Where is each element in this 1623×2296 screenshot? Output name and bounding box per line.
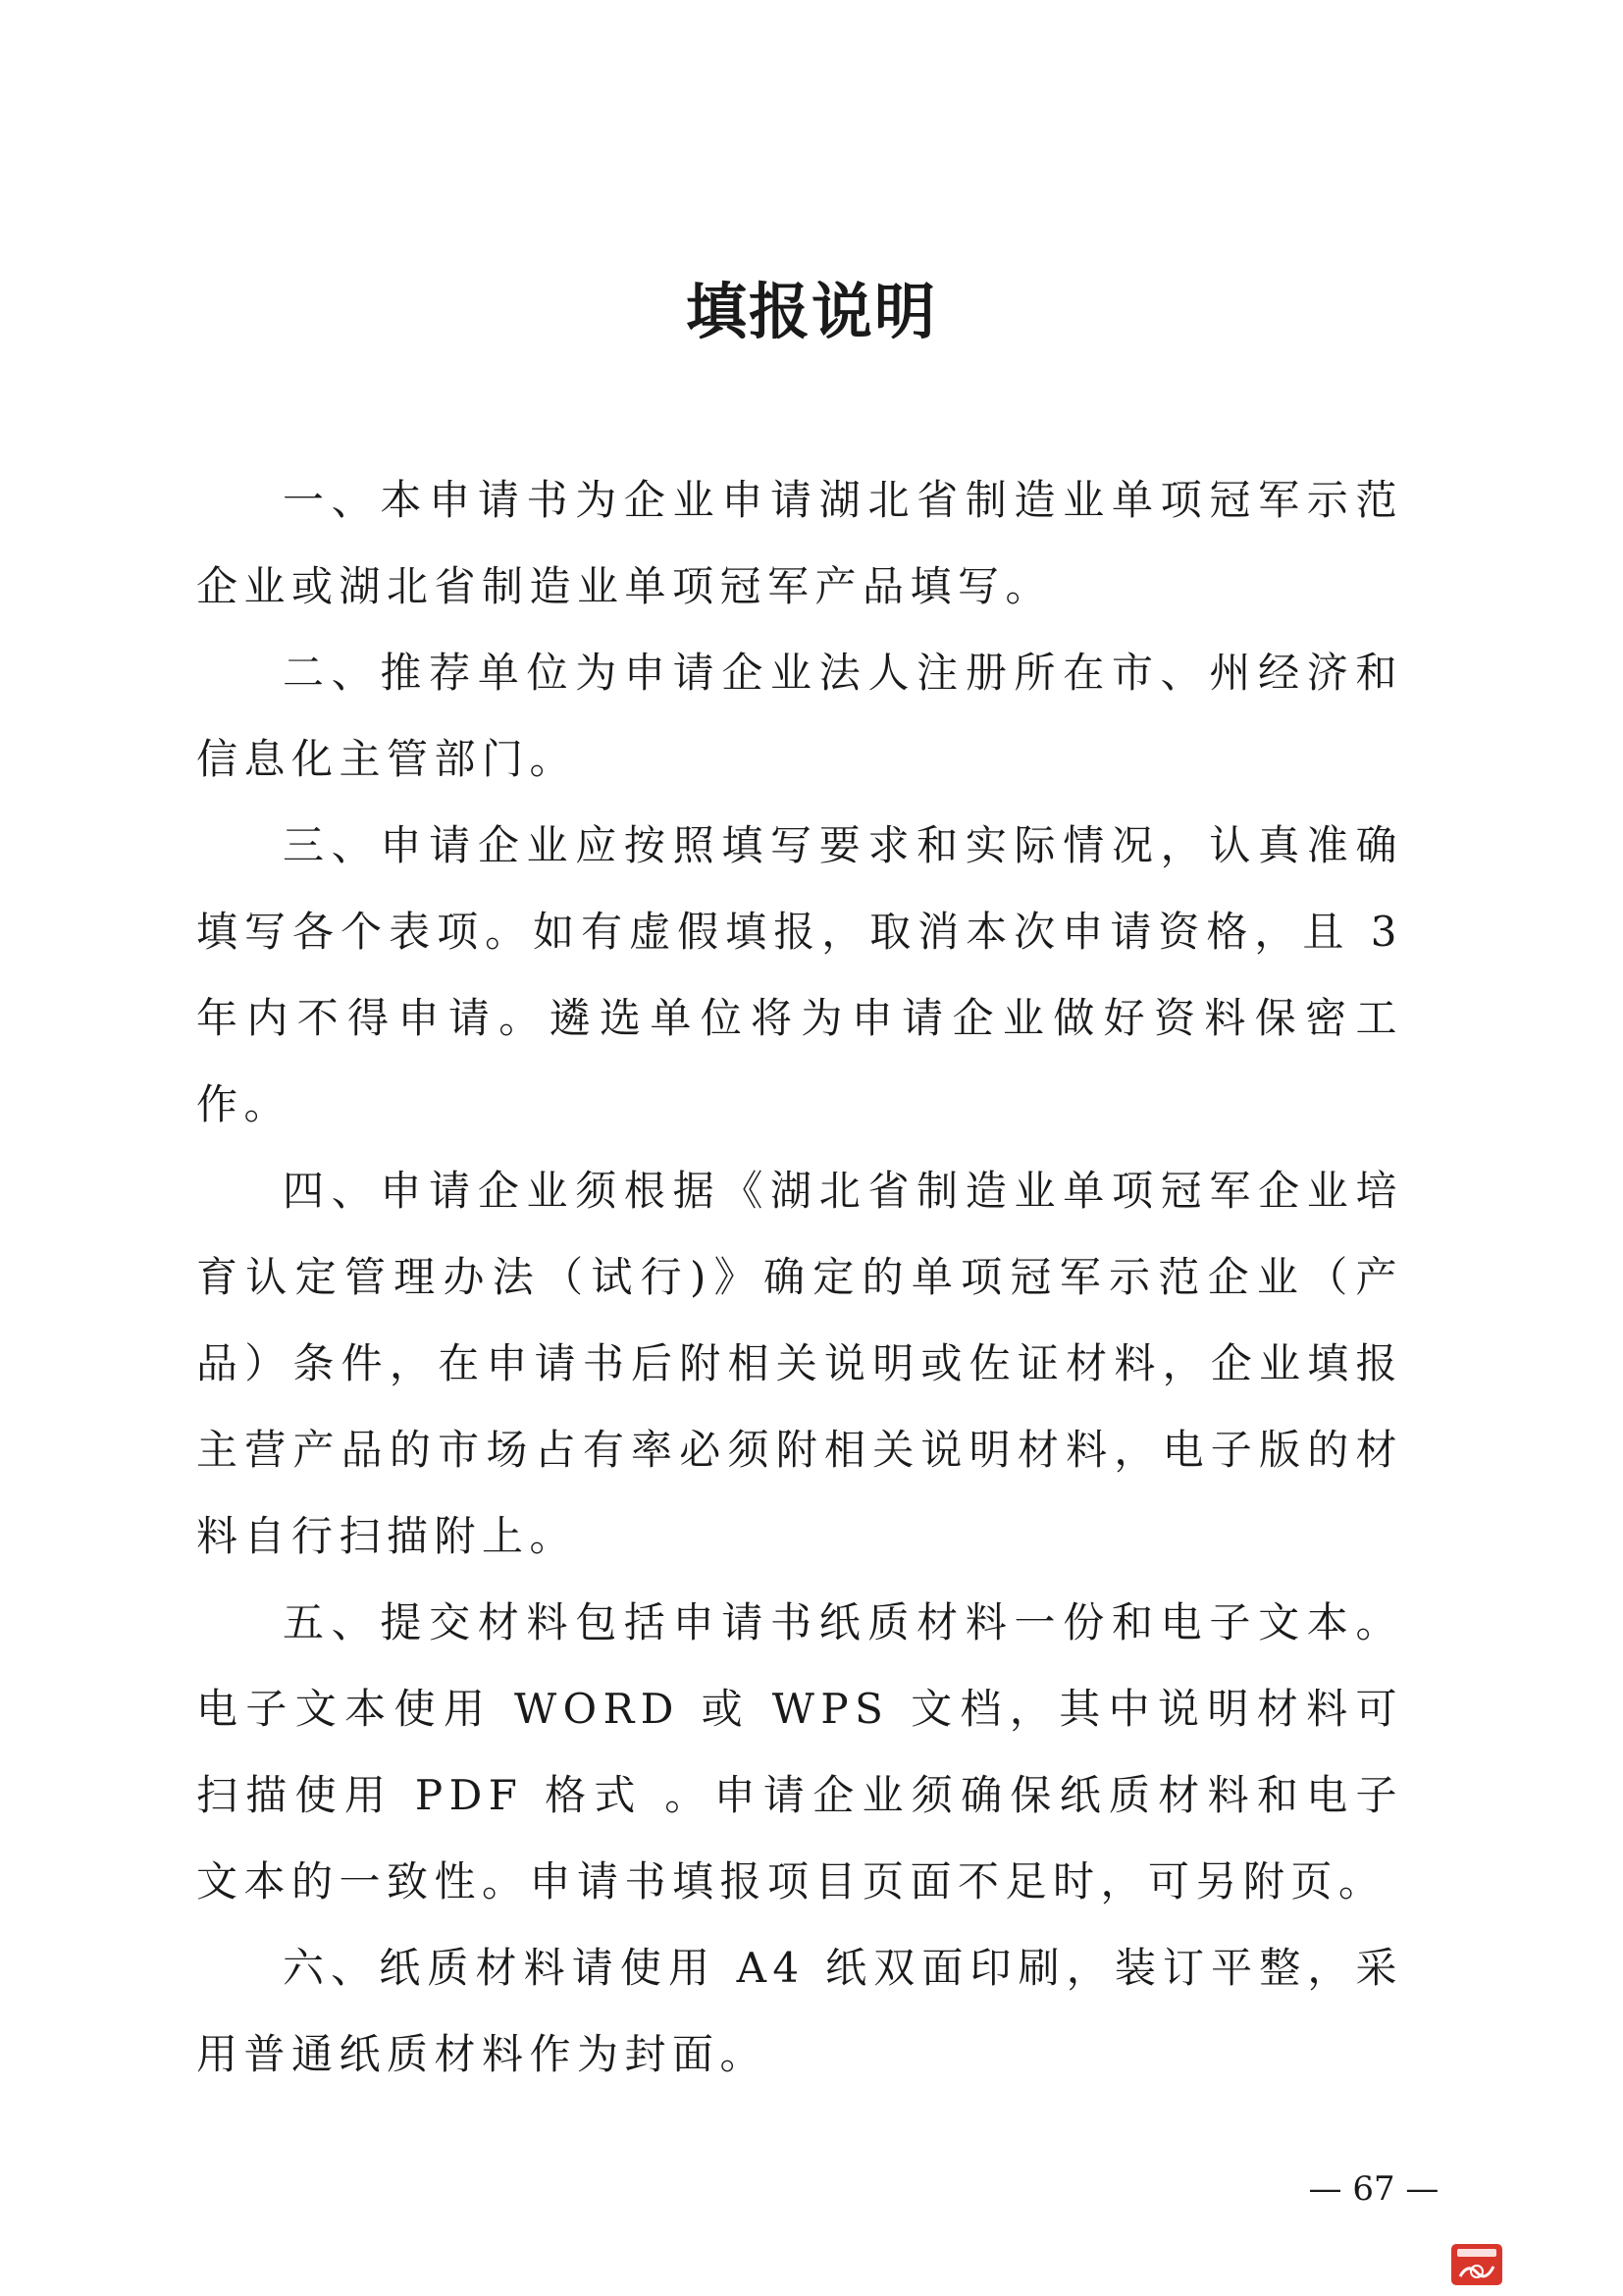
paragraph-2: 二、推荐单位为申请企业法人注册所在市、州经济和信息化主管部门。 — [196, 649, 1403, 783]
paragraph-1: 一、本申请书为企业申请湖北省制造业单项冠军示范企业或湖北省制造业单项冠军产品填写。 — [196, 476, 1403, 610]
instructions-body — [196, 457, 1403, 2098]
paragraph-6: 六、纸质材料请使用 A4 纸双面印刷，装订平整，采用普通纸质材料作为封面。 — [196, 1944, 1403, 2078]
paragraph-5: 五、提交材料包括申请书纸质材料一份和电子文本。电子文本使用 WORD 或 WPS 文档，其中说明材料可扫描使用 PDF 格式 。申请企业须确保纸质材料和电子文本的一致性。申请书填报项目页面不足时，可另附页。 — [196, 1598, 1403, 1905]
page-title: 填报说明 — [685, 276, 937, 347]
paragraph-4: 四、申请企业须根据《湖北省制造业单项冠军企业培育认定管理办法（试行)》确定的单项冠军示范企业（产品）条件，在申请书后附相关说明或佐证材料，企业填报主营产品的市场占有率必须附相关说明材料，电子版的材料自行扫描附上。 — [196, 1167, 1403, 1560]
watermark-stamp-icon — [1450, 2243, 1503, 2286]
paragraph-3: 三、申请企业应按照填写要求和实际情况，认真准确填写各个表项。如有虚假填报，取消本次申请资格，且 3 年内不得申请。遴选单位将为申请企业做好资料保密工作。 — [196, 821, 1403, 1128]
page-number: — 67 — — [1308, 2169, 1440, 2209]
